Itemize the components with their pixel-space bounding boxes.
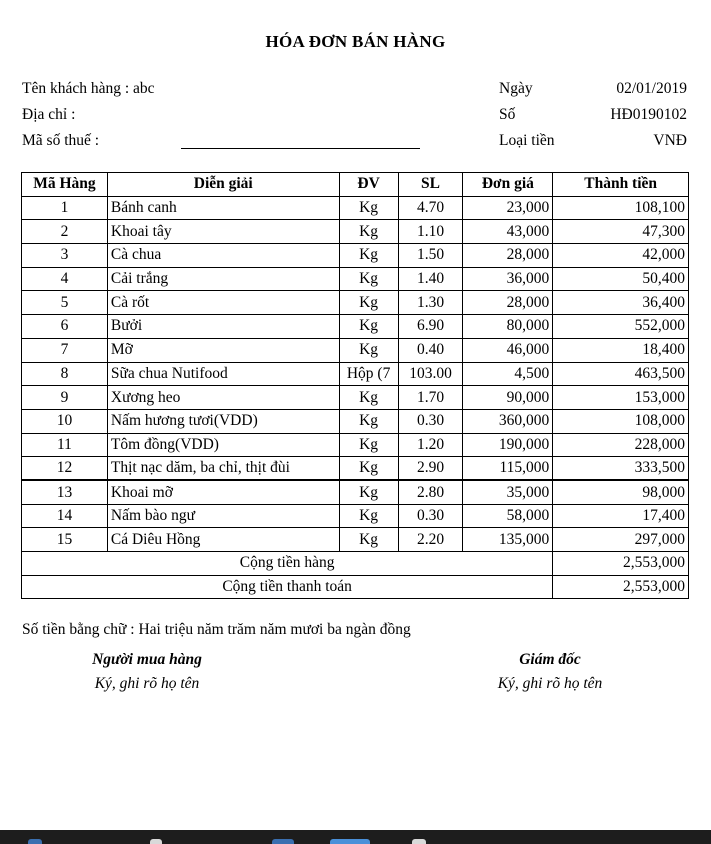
cell-description: Thịt nạc dăm, ba chỉ, thịt đùi <box>107 457 339 481</box>
cell-amount: 47,300 <box>553 220 689 244</box>
taskbar <box>0 830 711 844</box>
customer-name: Tên khách hàng : abc <box>22 80 155 97</box>
cell-code: 6 <box>22 315 108 339</box>
cell-quantity: 0.30 <box>398 504 463 528</box>
cell-unit: Kg <box>339 338 398 362</box>
cell-unit-price: 35,000 <box>463 480 553 504</box>
taskbar-app-icon[interactable] <box>272 839 294 844</box>
table-row <box>22 338 689 362</box>
cell-quantity: 1.70 <box>398 386 463 410</box>
table-row <box>22 480 689 504</box>
cell-quantity: 1.30 <box>398 291 463 315</box>
cell-quantity: 2.80 <box>398 480 463 504</box>
taskbar-app-icon[interactable] <box>330 839 370 844</box>
cell-code: 11 <box>22 433 108 457</box>
table-row <box>22 409 689 433</box>
cell-unit: Kg <box>339 457 398 481</box>
items-body <box>22 196 689 551</box>
cell-amount: 153,000 <box>553 386 689 410</box>
cell-quantity: 0.30 <box>398 409 463 433</box>
cell-description: Xương heo <box>107 386 339 410</box>
table-row <box>22 244 689 268</box>
cell-unit: Kg <box>339 196 398 220</box>
cell-unit-price: 190,000 <box>463 433 553 457</box>
cell-unit-price: 135,000 <box>463 528 553 552</box>
cell-description: Cà chua <box>107 244 339 268</box>
total-row <box>22 575 689 599</box>
cell-amount: 50,400 <box>553 267 689 291</box>
cell-amount: 297,000 <box>553 528 689 552</box>
cell-unit-price: 360,000 <box>463 409 553 433</box>
items-table <box>21 172 689 599</box>
amount-in-words: Số tiền bằng chữ : Hai triệu năm trăm năm mươi ba ngàn đồng <box>22 621 411 638</box>
buyer-signature-title: Người mua hàng <box>92 651 202 668</box>
header-quantity: SL <box>398 173 463 197</box>
cell-description: Khoai mỡ <box>107 480 339 504</box>
cell-unit: Kg <box>339 386 398 410</box>
cell-code: 3 <box>22 244 108 268</box>
taskbar-app-icon[interactable] <box>150 839 162 844</box>
cell-description: Sữa chua Nutifood <box>107 362 339 386</box>
table-row <box>22 267 689 291</box>
cell-amount: 108,000 <box>553 409 689 433</box>
tax-code-blank-line <box>181 148 420 149</box>
date-label: Ngày <box>499 80 533 97</box>
cell-description: Cải trắng <box>107 267 339 291</box>
cell-amount: 42,000 <box>553 244 689 268</box>
cell-description: Cà rốt <box>107 291 339 315</box>
cell-unit-price: 115,000 <box>463 457 553 481</box>
cell-description: Tôm đồng(VDD) <box>107 433 339 457</box>
header-unit-price: Đơn giá <box>463 173 553 197</box>
cell-unit: Kg <box>339 291 398 315</box>
taskbar-app-icon[interactable] <box>28 839 42 844</box>
cell-code: 12 <box>22 457 108 481</box>
currency-value: VNĐ <box>653 132 687 149</box>
cell-unit-price: 90,000 <box>463 386 553 410</box>
cell-description: Mỡ <box>107 338 339 362</box>
cell-description: Bưởi <box>107 315 339 339</box>
cell-unit: Kg <box>339 433 398 457</box>
cell-code: 13 <box>22 480 108 504</box>
subtotal-row <box>22 552 689 576</box>
cell-quantity: 1.50 <box>398 244 463 268</box>
cell-unit-price: 4,500 <box>463 362 553 386</box>
table-row <box>22 362 689 386</box>
table-row <box>22 315 689 339</box>
cell-quantity: 0.40 <box>398 338 463 362</box>
cell-quantity: 1.10 <box>398 220 463 244</box>
header-unit: ĐV <box>339 173 398 197</box>
cell-unit-price: 43,000 <box>463 220 553 244</box>
director-signature-note: Ký, ghi rõ họ tên <box>497 675 603 692</box>
cell-unit: Kg <box>339 409 398 433</box>
cell-unit-price: 23,000 <box>463 196 553 220</box>
date-value: 02/01/2019 <box>616 80 687 97</box>
cell-amount: 36,400 <box>553 291 689 315</box>
director-signature-title: Giám đốc <box>519 651 581 668</box>
cell-amount: 17,400 <box>553 504 689 528</box>
customer-address: Địa chỉ : <box>22 106 76 123</box>
cell-amount: 98,000 <box>553 480 689 504</box>
subtotal-label: Cộng tiền hàng <box>22 552 553 576</box>
cell-unit: Kg <box>339 220 398 244</box>
cell-unit: Kg <box>339 267 398 291</box>
taskbar-app-icon[interactable] <box>412 839 426 844</box>
cell-quantity: 2.90 <box>398 457 463 481</box>
cell-unit: Kg <box>339 315 398 339</box>
invoice-number-label: Số <box>499 106 516 123</box>
total-value: 2,553,000 <box>553 575 689 599</box>
cell-unit-price: 36,000 <box>463 267 553 291</box>
total-label: Cộng tiền thanh toán <box>22 575 553 599</box>
table-row <box>22 386 689 410</box>
cell-unit-price: 28,000 <box>463 244 553 268</box>
invoice-number-value: HĐ0190102 <box>610 106 687 123</box>
cell-quantity: 1.20 <box>398 433 463 457</box>
table-row <box>22 504 689 528</box>
cell-amount: 228,000 <box>553 433 689 457</box>
cell-unit: Kg <box>339 480 398 504</box>
cell-quantity: 2.20 <box>398 528 463 552</box>
table-row <box>22 220 689 244</box>
cell-code: 4 <box>22 267 108 291</box>
cell-unit-price: 80,000 <box>463 315 553 339</box>
cell-code: 9 <box>22 386 108 410</box>
cell-quantity: 103.00 <box>398 362 463 386</box>
table-row <box>22 528 689 552</box>
cell-description: Nấm hương tươi(VDD) <box>107 409 339 433</box>
table-row <box>22 196 689 220</box>
cell-description: Bánh canh <box>107 196 339 220</box>
cell-unit: Hộp (7 <box>339 362 398 386</box>
header-code: Mã Hàng <box>22 173 108 197</box>
cell-unit: Kg <box>339 244 398 268</box>
cell-description: Nấm bào ngư <box>107 504 339 528</box>
cell-code: 14 <box>22 504 108 528</box>
cell-code: 7 <box>22 338 108 362</box>
header-description: Diễn giải <box>107 173 339 197</box>
cell-code: 1 <box>22 196 108 220</box>
cell-description: Cá Diêu Hồng <box>107 528 339 552</box>
cell-code: 5 <box>22 291 108 315</box>
cell-unit: Kg <box>339 528 398 552</box>
cell-description: Khoai tây <box>107 220 339 244</box>
cell-code: 8 <box>22 362 108 386</box>
cell-amount: 108,100 <box>553 196 689 220</box>
cell-unit-price: 28,000 <box>463 291 553 315</box>
cell-quantity: 6.90 <box>398 315 463 339</box>
table-row <box>22 433 689 457</box>
cell-unit-price: 46,000 <box>463 338 553 362</box>
table-row <box>22 457 689 481</box>
currency-label: Loại tiền <box>499 132 555 149</box>
subtotal-value: 2,553,000 <box>553 552 689 576</box>
buyer-signature-note: Ký, ghi rõ họ tên <box>94 675 200 692</box>
cell-code: 15 <box>22 528 108 552</box>
cell-amount: 18,400 <box>553 338 689 362</box>
invoice-title: HÓA ĐƠN BÁN HÀNG <box>265 32 446 51</box>
table-header-row <box>22 173 689 197</box>
header-amount: Thành tiền <box>553 173 689 197</box>
cell-code: 10 <box>22 409 108 433</box>
cell-quantity: 1.40 <box>398 267 463 291</box>
cell-amount: 552,000 <box>553 315 689 339</box>
table-row <box>22 291 689 315</box>
cell-unit: Kg <box>339 504 398 528</box>
tax-code-label: Mã số thuế : <box>22 132 100 149</box>
cell-code: 2 <box>22 220 108 244</box>
cell-unit-price: 58,000 <box>463 504 553 528</box>
cell-amount: 463,500 <box>553 362 689 386</box>
cell-quantity: 4.70 <box>398 196 463 220</box>
cell-amount: 333,500 <box>553 457 689 481</box>
